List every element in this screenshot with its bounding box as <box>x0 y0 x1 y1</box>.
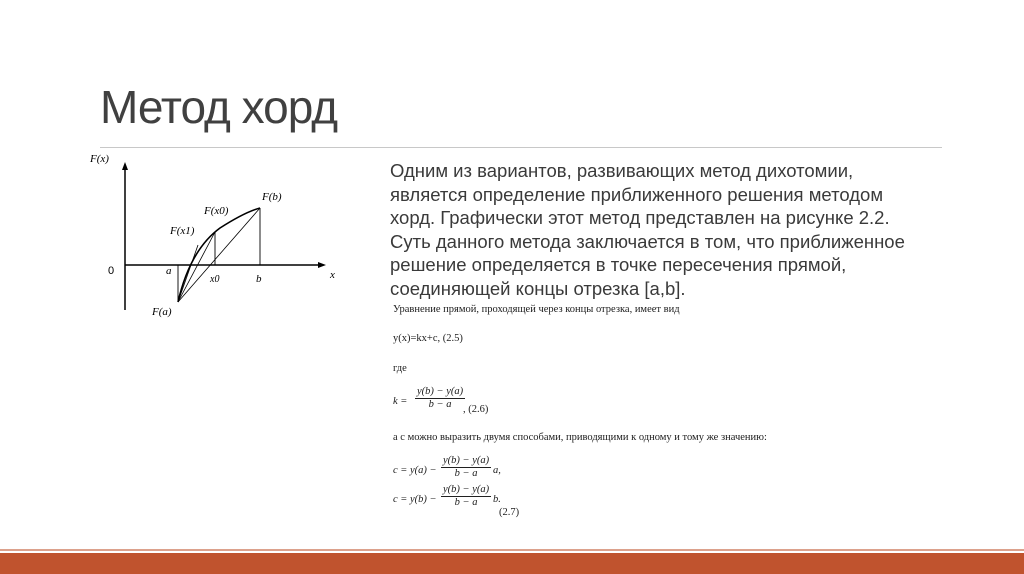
description-paragraph <box>390 159 950 301</box>
label-a: a <box>166 265 172 277</box>
slide-title: Метод хорд <box>100 81 338 133</box>
chord-a-x0 <box>178 232 215 302</box>
formula-c1-fraction <box>441 455 491 480</box>
formula-k-lhs: k = <box>393 396 408 407</box>
paragraph-line: решение определяется в точке пересечения прямой, <box>390 254 847 276</box>
formula-intro: Уравнение прямой, проходящей через концы отрезка, имеет вид <box>393 304 680 315</box>
label-fb: F(b) <box>262 191 282 203</box>
paragraph-line: Суть данного метода заключается в том, что приближенное <box>390 230 905 252</box>
formula-c1-numerator: y(b) − y(a) <box>443 455 490 466</box>
footer-accent-line <box>0 549 1024 551</box>
y-axis-arrow <box>122 162 128 170</box>
formula-c2-denominator: b − a <box>454 497 478 508</box>
formula-k-denominator: b − a <box>428 399 452 410</box>
label-x0: x0 <box>210 274 220 285</box>
chord-method-graph <box>80 150 350 325</box>
label-fa: F(a) <box>152 306 172 318</box>
footer-accent-band <box>0 553 1024 574</box>
label-fx0: F(x0) <box>204 205 229 217</box>
label-fx1: F(x1) <box>170 225 195 237</box>
x-axis-arrow <box>318 262 326 268</box>
origin-label: 0 <box>108 265 115 277</box>
label-b: b <box>256 273 262 285</box>
paragraph-line: является определение приближенного решения методом <box>390 183 884 205</box>
paragraph-line: соединяющей концы отрезка [a,b]. <box>390 277 686 299</box>
x-axis-label: x <box>330 269 335 281</box>
formula-c1-lhs: c = y(a) − <box>393 465 437 476</box>
formula-block <box>393 300 843 525</box>
chord-a-x1 <box>178 245 198 302</box>
formula-c2-tail: b. <box>493 494 501 505</box>
formula-where: где <box>393 363 407 374</box>
formula-c1-denominator: b − a <box>454 468 478 479</box>
formula-k-fraction <box>415 386 465 411</box>
paragraph-line: хорд. Графически этот метод представлен на рисунке 2.2. <box>390 207 890 229</box>
formula-c2-numerator: y(b) − y(a) <box>443 484 490 495</box>
y-axis-label: F(x) <box>90 153 109 165</box>
chord-ab <box>178 208 260 302</box>
title-divider <box>100 147 942 148</box>
formula-k-tag: , (2.6) <box>463 404 489 415</box>
formula-line-equation: y(x)=kx+c, (2.5) <box>393 333 463 344</box>
formula-c2-lhs: c = y(b) − <box>393 494 437 505</box>
formula-k-numerator: y(b) − y(a) <box>417 386 464 397</box>
formula-c1-tail: a, <box>493 465 501 476</box>
formula-c-tag: (2.7) <box>499 507 520 518</box>
formula-c2-fraction <box>441 484 491 509</box>
paragraph-line: Одним из вариантов, развивающих метод дихотомии, <box>390 160 854 181</box>
formula-c-intro: а с можно выразить двумя способами, приводящими к одному и тому же значению: <box>393 432 767 443</box>
